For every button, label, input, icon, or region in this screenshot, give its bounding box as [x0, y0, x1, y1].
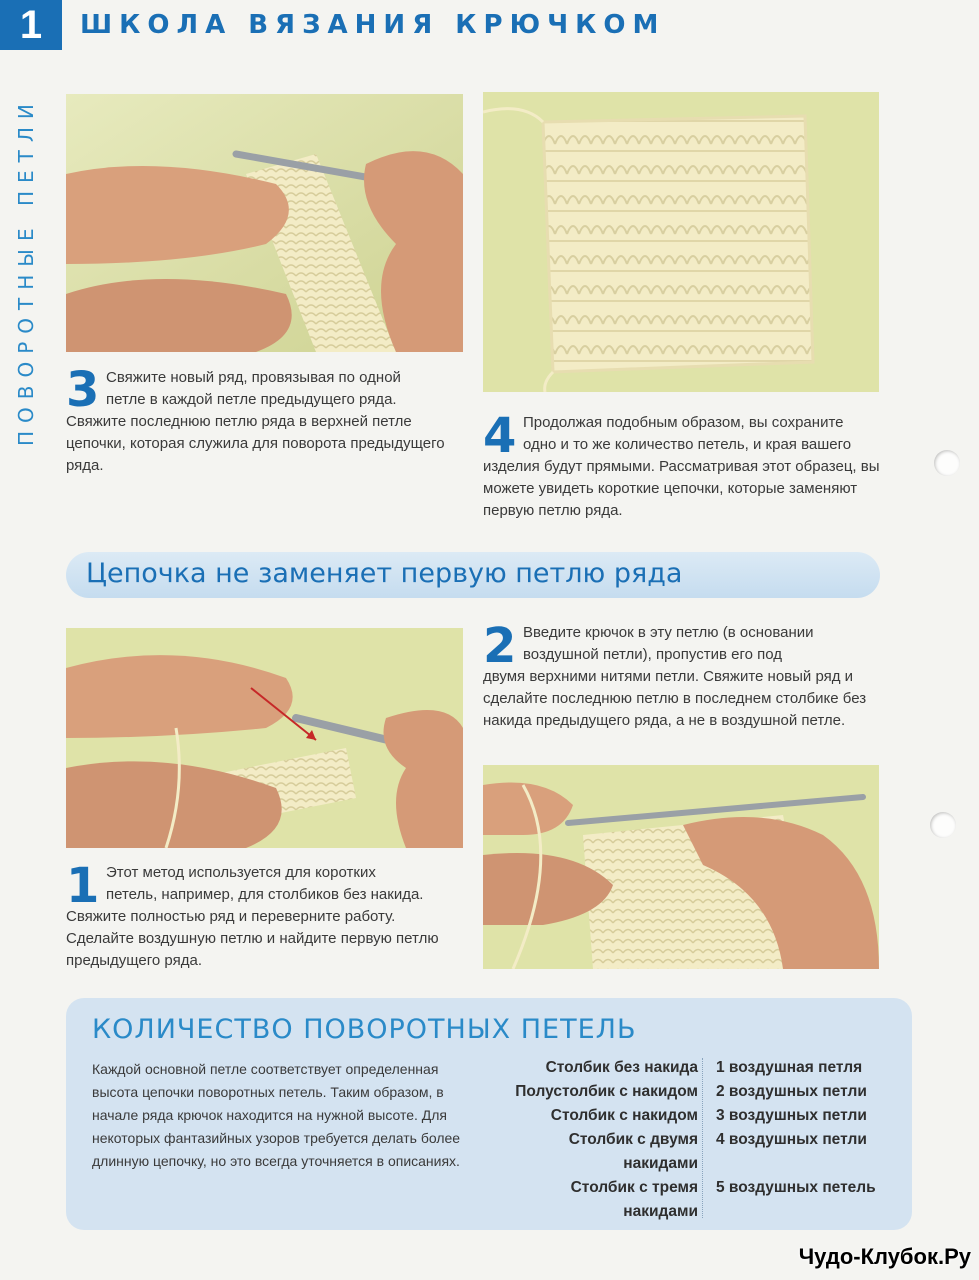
- chain-count: 4 воздушных петли: [716, 1131, 867, 1148]
- step-3-line-1: Свяжите новый ряд, провязывая по одной: [106, 369, 401, 386]
- infobox-title: КОЛИЧЕСТВО ПОВОРОТНЫХ ПЕТЕЛЬ: [92, 1014, 637, 1045]
- step-4-line-1: Продолжая подобным образом, вы сохраните: [523, 414, 844, 431]
- step-2-line-2: воздушной петли), пропустив его под: [523, 646, 782, 663]
- section-banner: [66, 552, 880, 598]
- step-4-line-2: одно и то же количество петель, и края вашего: [523, 436, 852, 453]
- photo-step-4: [483, 92, 879, 392]
- step-1-line-2: петель, например, для столбиков без накида.: [106, 886, 424, 903]
- photo-step-2: [483, 765, 879, 969]
- site-watermark: Чудо-Клубок.Ру: [798, 1244, 971, 1269]
- section-title: Цепочка не заменяет первую петлю ряда: [86, 558, 683, 589]
- binder-hole: [930, 812, 956, 838]
- side-section-label: ПОВОРОТНЫЕ ПЕТЛИ: [14, 96, 38, 446]
- step-2-line-1: Введите крючок в эту петлю (в основании: [523, 624, 814, 641]
- step-3-rest: Свяжите последнюю петлю ряда в верхней петле цепочки, которая служила для поворота предыдущего ряда.: [66, 413, 445, 474]
- stitch-type: накидами: [623, 1203, 698, 1220]
- step-4-rest: изделия будут прямыми. Рассматривая этот образец, вы можете увидеть короткие цепочки, которые заменяют первую петлю ряда.: [483, 458, 880, 519]
- chain-count: 5 воздушных петель: [716, 1179, 876, 1196]
- photo-step-1: [66, 628, 463, 848]
- step-1-number: 1: [66, 858, 100, 914]
- step-3-number: 3: [66, 362, 100, 418]
- binder-hole: [934, 450, 960, 476]
- step-1-rest: Свяжите полностью ряд и переверните работу. Сделайте воздушную петлю и найдите первую петлю предыдущего ряда.: [66, 908, 439, 969]
- stitch-type: Столбик с накидом: [550, 1107, 698, 1124]
- chain-count: 1 воздушная петля: [716, 1059, 863, 1076]
- step-3-text: [66, 362, 466, 477]
- turning-chains-infobox: [66, 998, 912, 1230]
- stitch-type: накидами: [623, 1155, 698, 1172]
- step-4-number: 4: [483, 408, 517, 464]
- step-2-rest: двумя верхними нитями петли. Свяжите новый ряд и сделайте последнюю петлю в последнем столбике без накида предыдущего ряда, а не в воздушной петле.: [483, 668, 867, 729]
- page-title: ШКОЛА ВЯЗАНИЯ КРЮЧКОМ: [80, 10, 666, 40]
- chain-count: [716, 1152, 876, 1176]
- stitch-type: Столбик с тремя: [570, 1179, 698, 1196]
- stitch-type: Полустолбик с накидом: [515, 1083, 698, 1100]
- chain-count-column: [716, 1056, 876, 1200]
- stitch-type: Столбик с двумя: [568, 1131, 698, 1148]
- chain-count: 2 воздушных петли: [716, 1083, 867, 1100]
- stitch-type: Столбик без накида: [545, 1059, 698, 1076]
- page-number: 1: [0, 0, 62, 50]
- chain-count: 3 воздушных петли: [716, 1107, 867, 1124]
- step-1-line-1: Этот метод используется для коротких: [106, 864, 376, 881]
- infobox-text: Каждой основной петле соответствует определенная высота цепочки поворотных петель. Таким образом, в начале ряда крючок находится на нужной высоте. Для некоторых фантазийных узоров требуется делать более длинную цепочку, но это всегда уточняется в описаниях.: [92, 1061, 461, 1169]
- step-3-line-2: петле в каждой петле предыдущего ряда.: [106, 391, 397, 408]
- photo-step-3: [66, 94, 463, 352]
- table-divider: [702, 1058, 704, 1218]
- step-1-text: [66, 858, 466, 972]
- stitch-type-column: [515, 1056, 698, 1224]
- step-2-number: 2: [483, 618, 517, 674]
- step-4-text: [483, 408, 883, 522]
- step-2-text: [483, 618, 879, 732]
